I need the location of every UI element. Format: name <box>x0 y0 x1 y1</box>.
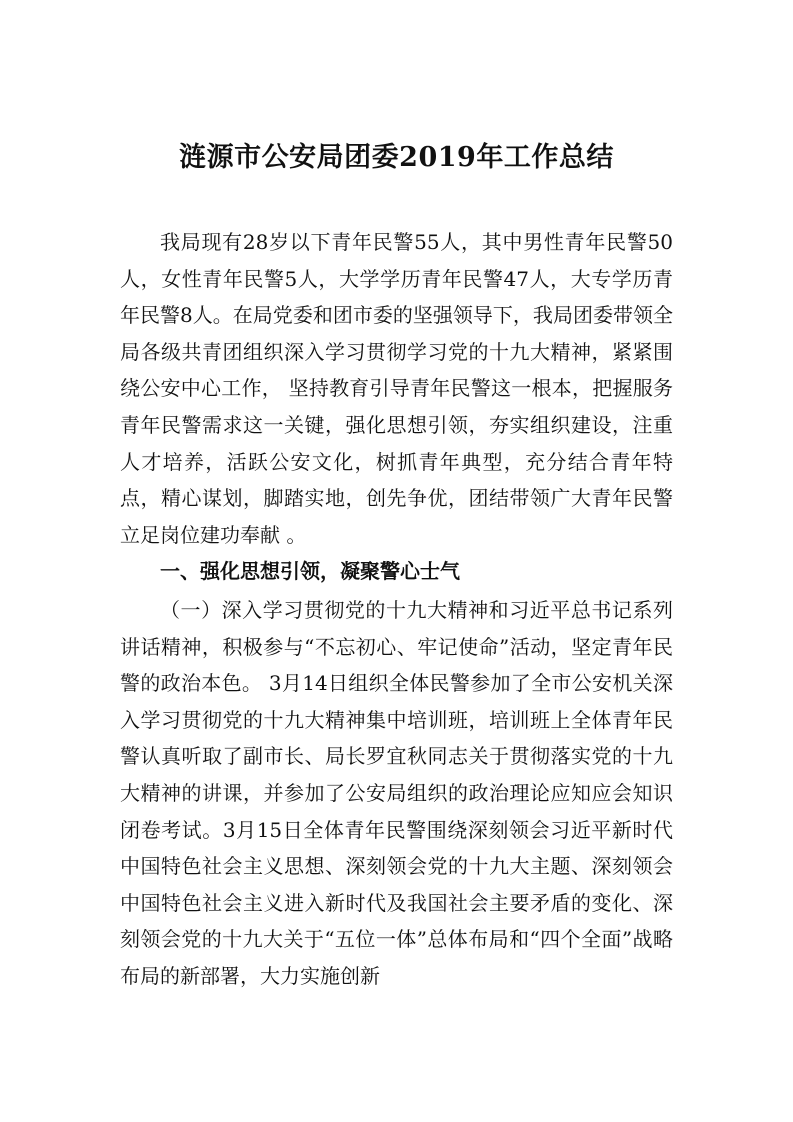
section-paragraph: （一）深入学习贯彻党的十九大精神和习近平总书记系列讲话精神，积极参与“不忘初心、牢记使命”活动，坚定青年民警的政治本色。 3月14日组织全体民警参加了全市公安机关深入学习贯彻党的十九大精神集中培训班，培训班上全体青年民警认真听取了副市长、局长罗宜秋同志关于贯彻落实党的十九大精神的讲课，并参加了公安局组织的政治理论应知应会知识闭卷考试。3月15日全体青年民警围绕深刻领会习近平新时代中国特色社会主义思想、深刻领会党的十九大主题、深刻领会中国特色社会主义进入新时代及我国社会主要矛盾的变化、深刻领会党的十九大关于“五位一体”总体布局和“四个全面”战略布局的新部署，大力实施创新 <box>120 598 673 988</box>
document-title: 涟源市公安局团委2019年工作总结 <box>179 142 614 173</box>
intro-paragraph: 我局现有28岁以下青年民警55人，其中男性青年民警50人，女性青年民警5人，大学学历青年民警47人，大专学历青年民警8人。在局党委和团市委的坚强领导下，我局团委带领全局各级共青团组织深入学习贯彻学习党的十九大精神，紧紧围绕公安中心工作， 坚持教育引导青年民警这一根本，把握服务青年民警需求这一关键，强化思想引领，夯实组织建设，注重人才培养，活跃公安文化，树抓青年典型，充分结合青年特点，精心谋划，脚踏实地，创先争优，团结带领广大青年民警立足岗位建功奉献 。 <box>120 230 673 547</box>
section-heading: 一、强化思想引领，凝聚警心士气 <box>160 559 460 583</box>
